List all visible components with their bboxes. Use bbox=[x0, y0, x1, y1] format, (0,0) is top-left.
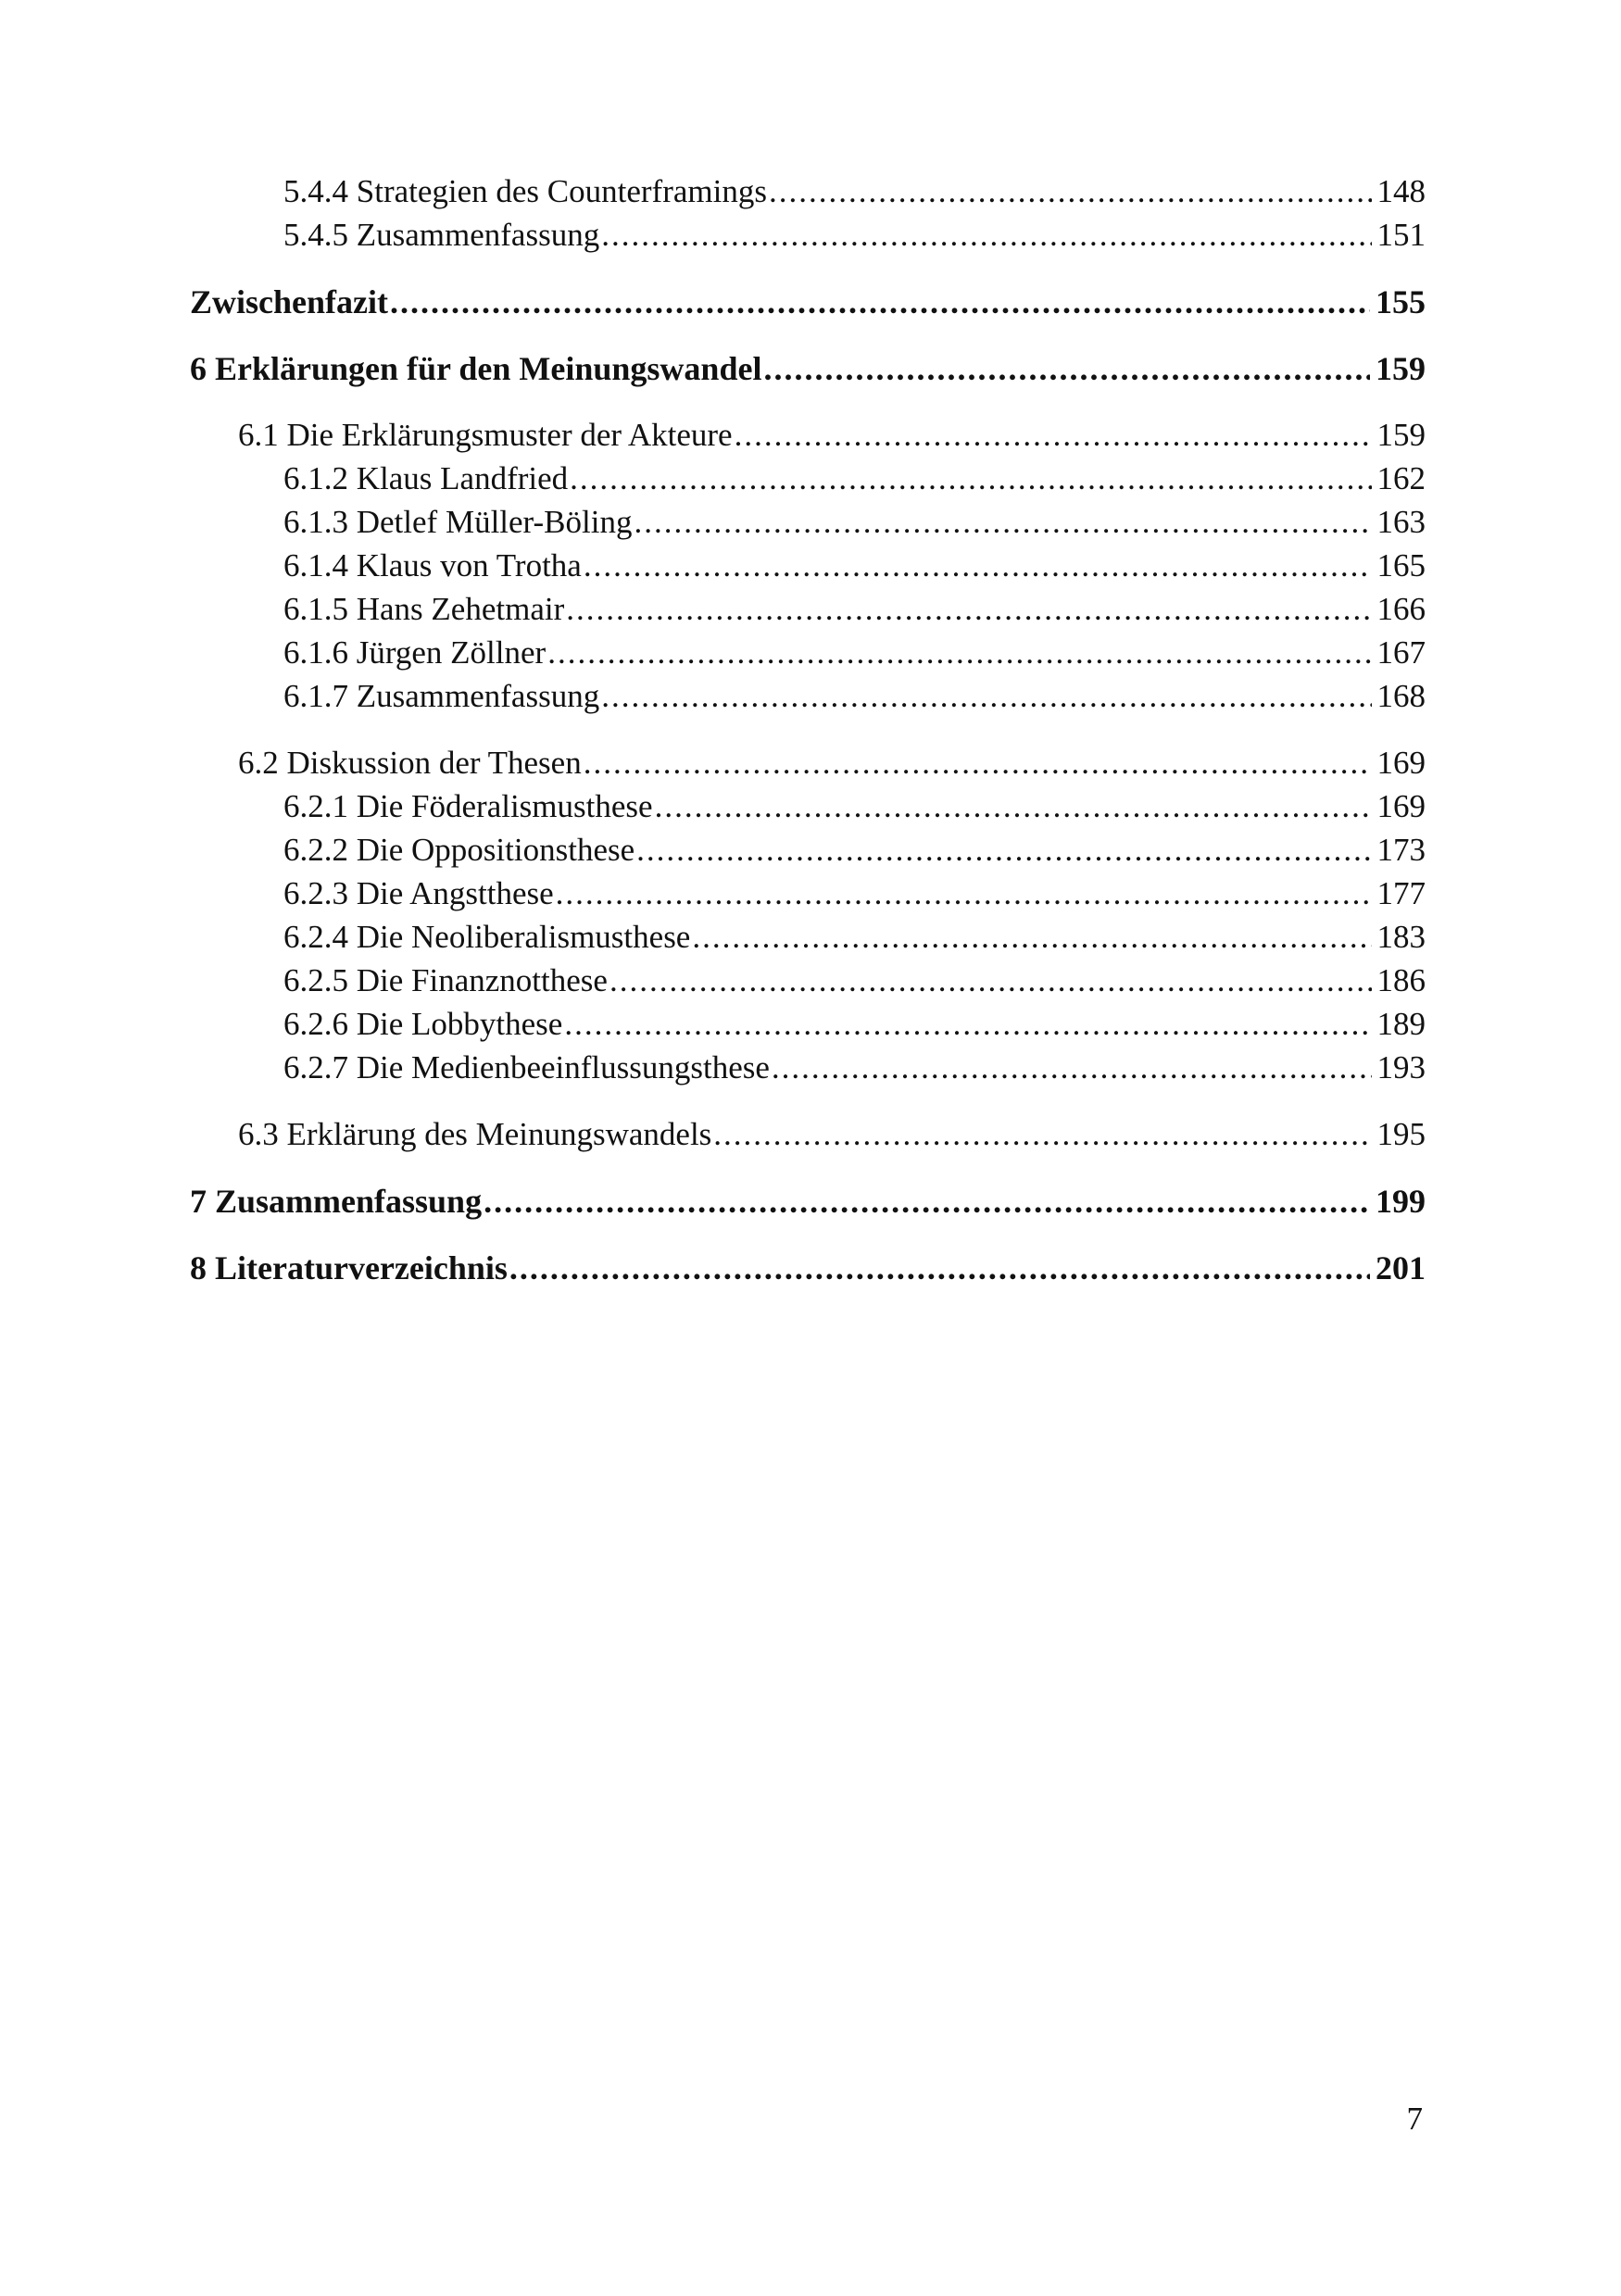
toc-entry[interactable] bbox=[283, 172, 1426, 211]
toc-entry-title: 6.1.7 Zusammenfassung bbox=[283, 678, 600, 714]
toc-entry-title: 6.3 Erklärung des Meinungswandels bbox=[238, 1116, 712, 1152]
dot-leader bbox=[566, 590, 1371, 629]
toc-entry-page: 151 bbox=[1376, 217, 1426, 253]
toc-entry-page: 177 bbox=[1376, 875, 1426, 911]
dot-leader bbox=[763, 349, 1370, 389]
dot-leader bbox=[601, 677, 1371, 716]
toc-entry-title: 6 Erklärungen für den Meinungswandel bbox=[190, 350, 762, 387]
toc-entry-page: 169 bbox=[1376, 788, 1426, 824]
toc-entry-title: 6.1.6 Jürgen Zöllner bbox=[283, 634, 547, 671]
toc-entry[interactable] bbox=[238, 1115, 1426, 1154]
dot-leader bbox=[713, 1115, 1371, 1154]
toc-entry-title: 6.1.3 Detlef Müller-Böling bbox=[283, 504, 633, 540]
toc-entry-page: 148 bbox=[1376, 173, 1426, 209]
toc-entry[interactable] bbox=[190, 282, 1426, 322]
toc-entry-page: 173 bbox=[1376, 832, 1426, 868]
toc-entry-title: 6.1 Die Erklärungsmuster der Akteure bbox=[238, 417, 733, 453]
toc-entry-page: 195 bbox=[1376, 1116, 1426, 1152]
toc-entry-page: 168 bbox=[1376, 678, 1426, 714]
toc-entry-title: 6.1.2 Klaus Landfried bbox=[283, 460, 569, 496]
toc-entry-title: Zwischenfazit bbox=[190, 283, 388, 320]
toc-entry-title: 7 Zusammenfassung bbox=[190, 1183, 483, 1220]
toc-entry[interactable] bbox=[238, 416, 1426, 455]
toc-entry-page: 159 bbox=[1376, 417, 1426, 453]
toc-entry[interactable] bbox=[190, 1248, 1426, 1288]
dot-leader bbox=[564, 1005, 1371, 1044]
toc-entry[interactable] bbox=[283, 216, 1426, 255]
dot-leader bbox=[584, 744, 1372, 783]
toc-entry-title: 6.2.6 Die Lobbythese bbox=[283, 1006, 563, 1042]
dot-leader bbox=[601, 216, 1371, 255]
toc-entry-page: 186 bbox=[1376, 962, 1426, 998]
toc-entry[interactable] bbox=[283, 677, 1426, 716]
toc-entry-page: 199 bbox=[1376, 1183, 1426, 1220]
dot-leader bbox=[772, 1048, 1372, 1087]
dot-leader bbox=[390, 282, 1370, 322]
dot-leader bbox=[556, 874, 1372, 913]
toc-entry-title: 5.4.5 Zusammenfassung bbox=[283, 217, 600, 253]
toc-entry-title: 6.2.4 Die Neoliberalismusthese bbox=[283, 919, 691, 955]
toc-entry[interactable] bbox=[238, 744, 1426, 783]
dot-leader bbox=[636, 831, 1371, 870]
toc-entry-page: 159 bbox=[1376, 350, 1426, 387]
toc-entry-page: 163 bbox=[1376, 504, 1426, 540]
dot-leader bbox=[484, 1182, 1370, 1222]
toc-entry-page: 155 bbox=[1376, 283, 1426, 320]
page-number: 7 bbox=[1406, 2101, 1423, 2137]
toc-entry-page: 167 bbox=[1376, 634, 1426, 671]
toc-entry-title: 8 Literaturverzeichnis bbox=[190, 1249, 508, 1286]
dot-leader bbox=[509, 1248, 1370, 1288]
toc-entry-page: 166 bbox=[1376, 591, 1426, 627]
toc-entry-page: 169 bbox=[1376, 745, 1426, 781]
dot-leader bbox=[655, 787, 1372, 826]
toc-entry-title: 6.2.3 Die Angstthese bbox=[283, 875, 554, 911]
toc-entry-title: 6.1.5 Hans Zehetmair bbox=[283, 591, 565, 627]
dot-leader bbox=[547, 634, 1371, 672]
toc-entry[interactable] bbox=[283, 459, 1426, 498]
toc-entry-title: 6.2 Diskussion der Thesen bbox=[238, 745, 582, 781]
dot-leader bbox=[584, 546, 1372, 585]
toc-entry[interactable] bbox=[283, 503, 1426, 542]
toc-entry[interactable] bbox=[283, 1048, 1426, 1087]
toc-entry-title: 6.1.4 Klaus von Trotha bbox=[283, 547, 582, 583]
toc-entry[interactable] bbox=[190, 349, 1426, 389]
toc-entry-title: 6.2.1 Die Föderalismusthese bbox=[283, 788, 653, 824]
toc-entry-page: 193 bbox=[1376, 1049, 1426, 1085]
toc-entry-page: 165 bbox=[1376, 547, 1426, 583]
toc-entry-title: 6.2.2 Die Oppositionsthese bbox=[283, 832, 635, 868]
dot-leader bbox=[570, 459, 1371, 498]
dot-leader bbox=[634, 503, 1371, 542]
dot-leader bbox=[769, 172, 1372, 211]
toc-entry[interactable] bbox=[283, 787, 1426, 826]
toc-entry-page: 162 bbox=[1376, 460, 1426, 496]
dot-leader bbox=[735, 416, 1372, 455]
toc-entry[interactable] bbox=[283, 961, 1426, 1000]
dot-leader bbox=[609, 961, 1372, 1000]
toc-entry[interactable] bbox=[283, 590, 1426, 629]
toc-entry[interactable] bbox=[283, 831, 1426, 870]
toc-entry[interactable] bbox=[283, 874, 1426, 913]
toc-entry[interactable] bbox=[283, 634, 1426, 672]
toc-entry-title: 5.4.4 Strategien des Counterframings bbox=[283, 173, 767, 209]
toc-entry[interactable] bbox=[283, 546, 1426, 585]
toc-entry[interactable] bbox=[283, 1005, 1426, 1044]
toc-entry[interactable] bbox=[190, 1182, 1426, 1222]
toc-entry-page: 183 bbox=[1376, 919, 1426, 955]
toc-entry-title: 6.2.7 Die Medienbeeinflussungsthese bbox=[283, 1049, 770, 1085]
dot-leader bbox=[692, 918, 1371, 957]
toc-entry[interactable] bbox=[283, 918, 1426, 957]
toc-entry-title: 6.2.5 Die Finanznotthese bbox=[283, 962, 608, 998]
toc-entry-page: 189 bbox=[1376, 1006, 1426, 1042]
toc-entry-page: 201 bbox=[1376, 1249, 1426, 1286]
